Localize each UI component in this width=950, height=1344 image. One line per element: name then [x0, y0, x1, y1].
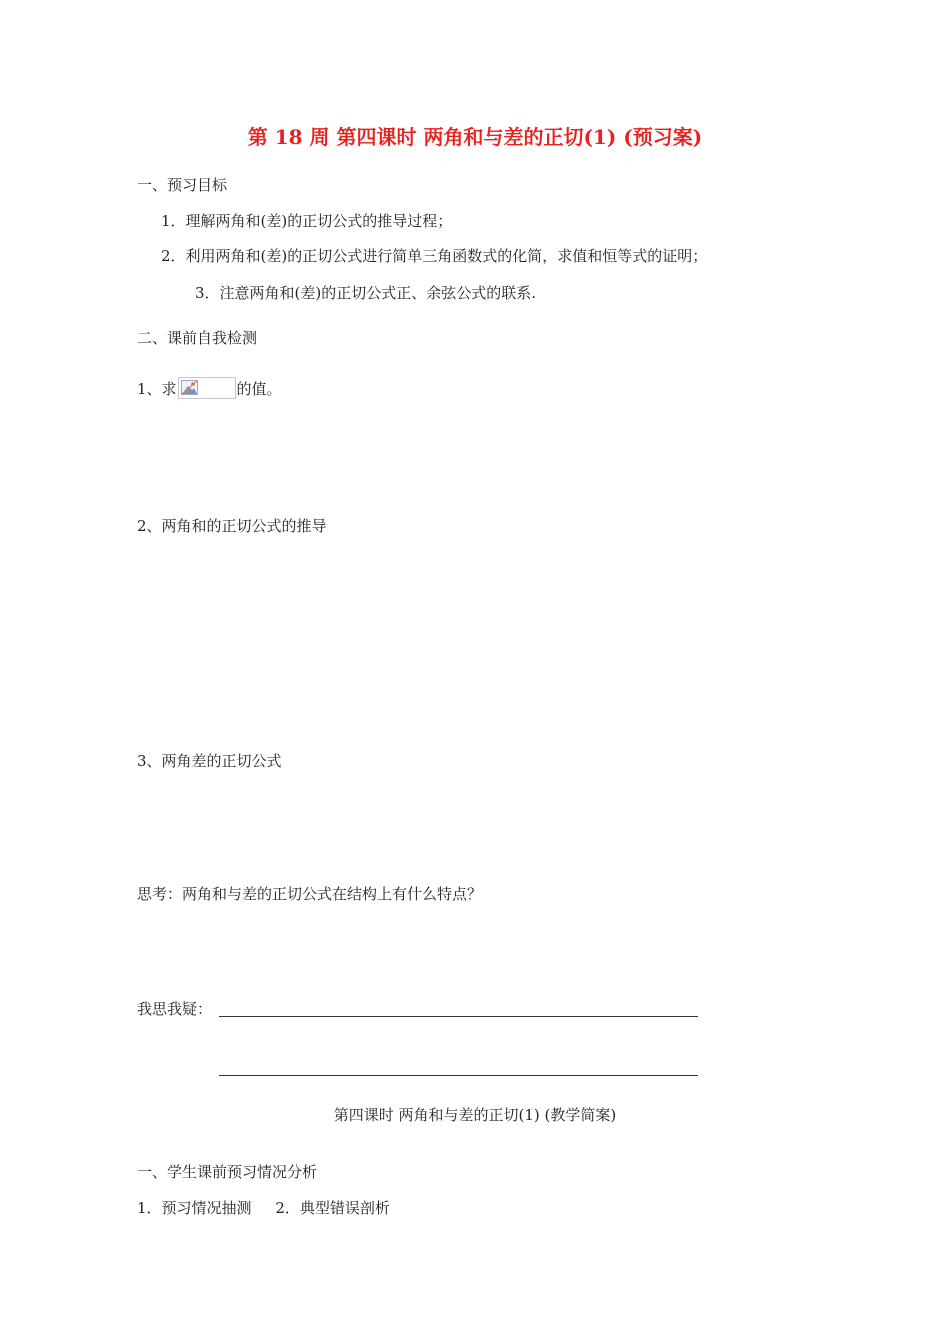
objective-item-2: 2．利用两角和(差)的正切公式进行简单三角函数式的化简，求值和恒等式的证明； [161, 247, 708, 265]
question-2: 2、两角和的正切公式的推导 [137, 517, 327, 535]
section-heading-self-check: 二、课前自我检测 [137, 329, 258, 347]
broken-image-icon [178, 377, 236, 399]
question-1-prefix: 1、求 [137, 380, 177, 398]
doubt-label: 我思我疑： [137, 1000, 213, 1018]
question-1-suffix: 的值。 [236, 380, 282, 398]
objective-item-1: 1．理解两角和(差)的正切公式的推导过程； [161, 212, 453, 230]
doubt-answer-line-1[interactable] [219, 1016, 698, 1017]
section-heading-objectives: 一、预习目标 [137, 176, 228, 194]
image-placeholder-icon [181, 380, 198, 395]
lesson-plan-items: 1．预习情况抽测 2．典型错误剖析 [137, 1199, 390, 1217]
question-1 [137, 379, 282, 401]
lesson-plan-heading: 一、学生课前预习情况分析 [137, 1163, 318, 1181]
think-question: 思考：两角和与差的正切公式在结构上有什么特点？ [137, 885, 483, 903]
objective-item-3: 3．注意两角和(差)的正切公式正、余弦公式的联系. [195, 284, 537, 302]
page-title: 第 18 周 第四课时 两角和与差的正切(1) (预习案) [247, 125, 703, 149]
question-3: 3、两角差的正切公式 [137, 752, 282, 770]
lesson-plan-title: 第四课时 两角和与差的正切(1) (教学简案) [333, 1106, 617, 1124]
doubt-answer-line-2[interactable] [219, 1075, 698, 1076]
